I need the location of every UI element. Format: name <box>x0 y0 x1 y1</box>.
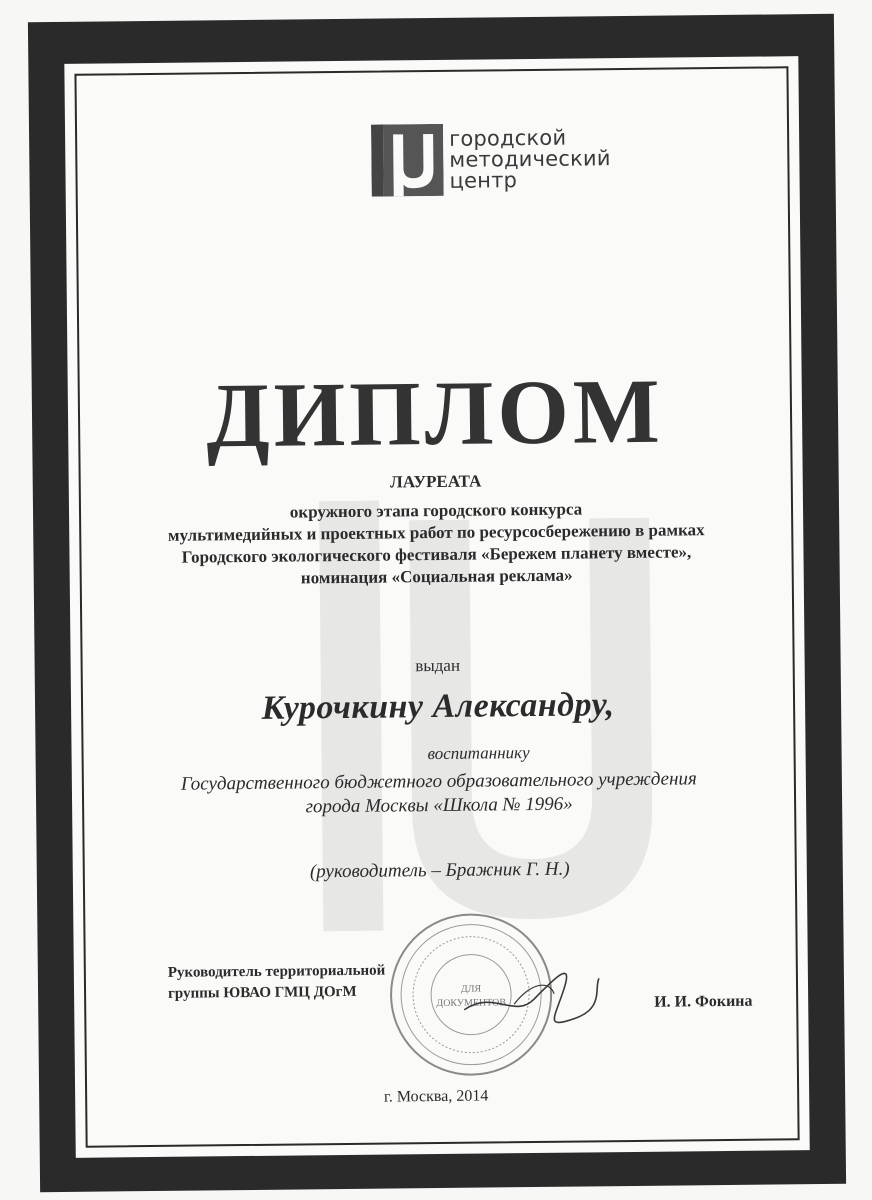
competition-description <box>69 496 804 592</box>
institution-line-1: Государственного бюджетного образовательного учреждения <box>180 768 697 795</box>
diploma-title: ДИПЛОМ <box>205 359 665 467</box>
seal-center-line-1: ДЛЯ <box>460 983 482 995</box>
recipient-role: воспитаннику <box>427 743 530 764</box>
description-line-4: номинация «Социальная реклама» <box>300 565 573 588</box>
logo-line-1: городской <box>449 125 567 151</box>
recipient-name: Курочкину Александру, <box>261 686 615 727</box>
seal-center-line-2: ДОКУМЕНТОВ <box>436 997 507 1010</box>
mu-emblem-icon <box>371 124 444 197</box>
institution-line-2: города Москвы «Школа № 1996» <box>305 793 573 818</box>
logo-text <box>449 127 611 192</box>
description-line-1: окружного этапа городского конкурса <box>289 499 583 522</box>
signatory-position-line-1: Руководитель территориальной <box>167 962 386 981</box>
supervisor-note: (руководитель – Бражник Г. Н.) <box>309 858 570 883</box>
laureate-subtitle: ЛАУРЕАТА <box>390 471 482 492</box>
gmc-logo <box>371 122 611 197</box>
place-and-date: г. Москва, 2014 <box>383 1087 489 1106</box>
diploma-sheet <box>64 56 809 1158</box>
issued-label: выдан <box>415 655 461 676</box>
logo-line-3: центр <box>449 167 518 193</box>
handwritten-signature <box>454 948 605 1040</box>
institution-name <box>72 766 806 822</box>
logo-line-2: методический <box>449 145 611 172</box>
description-line-2: мультимедийных и проектных работ по ресурсосбережению в рамках <box>167 520 705 545</box>
signatory-position-line-2: группы ЮВАО ГМЦ ДОгМ <box>167 983 357 1002</box>
signatory-name: И. И. Фокина <box>654 992 753 1011</box>
description-line-3: Городского экологического фестиваля «Бережем планету вместе», <box>181 542 692 567</box>
signatory-position <box>168 961 386 1005</box>
black-border-frame <box>28 14 846 1192</box>
